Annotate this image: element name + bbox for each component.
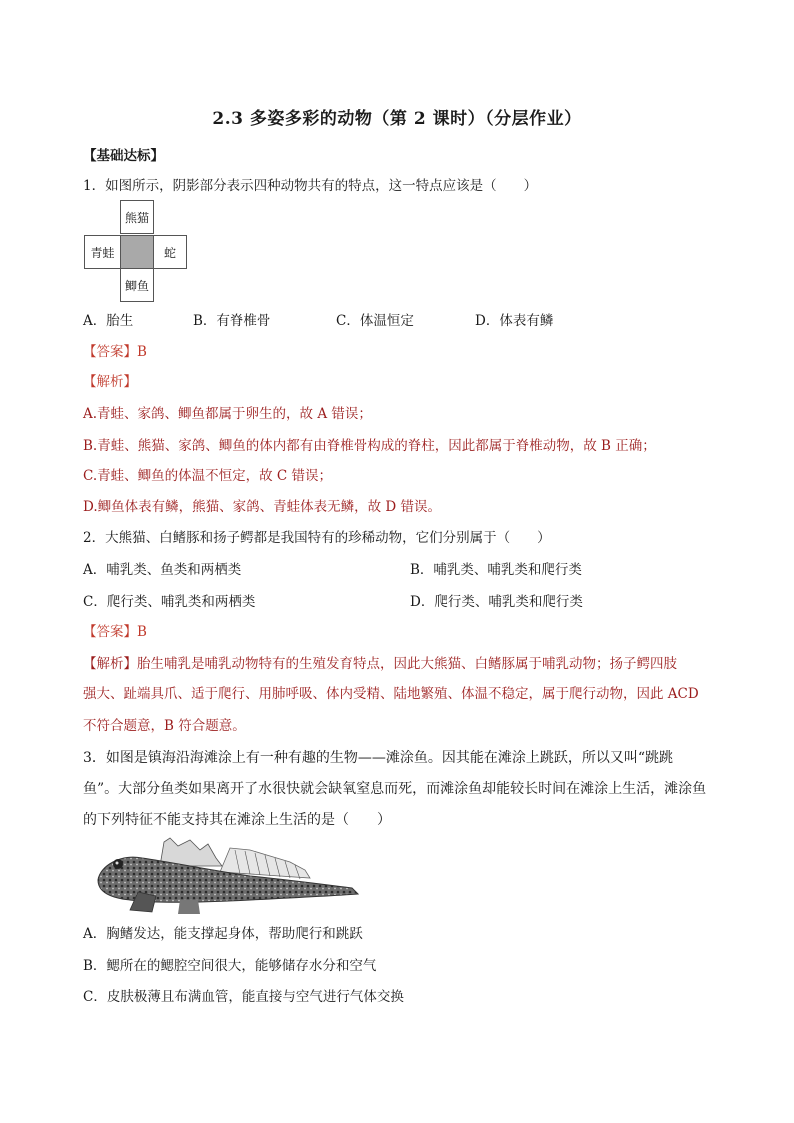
q3-option-a: A．胸鳍发达，能支撑起身体，帮助爬行和跳跃 (83, 926, 363, 942)
q2-option-b: B．哺乳类、哺乳类和爬行类 (410, 562, 582, 578)
diagram-cell-bottom: 鲫鱼 (120, 268, 154, 302)
q2-analysis-line: 【解析】胎生哺乳是哺乳动物特有的生殖发育特点，因此大熊猫、白鳍豚属于哺乳动物；扬子鳄四肢 (83, 656, 677, 672)
q1-analysis-line: D.鲫鱼体表有鳞，熊猫、家鸽、青蛙体表无鳞，故 D 错误。 (83, 499, 442, 515)
q2-option-d: D．爬行类、哺乳类和爬行类 (410, 594, 583, 610)
diagram-cell-right: 蛇 (153, 235, 187, 269)
q1-answer: 【答案】B (83, 344, 147, 360)
diagram-cell-shaded (120, 235, 154, 269)
q2-analysis-line: 不符合题意，B 符合题意。 (83, 718, 246, 734)
q2-option-a: A．哺乳类、鱼类和两栖类 (83, 562, 242, 578)
q2-analysis-line: 强大、趾端具爪、适于爬行、用肺呼吸、体内受精、陆地繁殖、体温不稳定，属于爬行动物，因此 ACD (83, 686, 699, 702)
diagram-cell-left: 青蛙 (84, 235, 121, 269)
q1-option-a: A．胎生 (83, 313, 134, 329)
q3-option-c: C．皮肤极薄且布满血管，能直接与空气进行气体交换 (83, 989, 404, 1005)
diagram-cell-top: 熊猫 (120, 200, 154, 234)
q1-analysis-label: 【解析】 (83, 374, 137, 390)
q1-analysis-line: B.青蛙、熊猫、家鸽、鲫鱼的体内都有由脊椎骨构成的脊柱，因此都属于脊椎动物，故 B 正确； (83, 438, 656, 454)
q1-analysis-line: A.青蛙、家鸽、鲫鱼都属于卵生的，故 A 错误； (83, 406, 372, 422)
q1-option-d: D．体表有鳞 (475, 313, 554, 329)
q2-answer: 【答案】B (83, 624, 147, 640)
q1-option-b: B．有脊椎骨 (193, 313, 271, 329)
mudskipper-image (90, 836, 362, 916)
q1-stem: 1．如图所示，阴影部分表示四种动物共有的特点，这一特点应该是（ ） (83, 178, 538, 194)
q3-option-b: B．鳃所在的鳃腔空间很大，能够储存水分和空气 (83, 958, 377, 974)
q2-option-c: C．爬行类、哺乳类和两栖类 (83, 594, 256, 610)
q3-stem-line: 的下列特征不能支持其在滩涂上生活的是（ ） (83, 812, 391, 828)
q1-analysis-line: C.青蛙、鲫鱼的体温不恒定，故 C 错误； (83, 468, 333, 484)
q3-stem-line: 3．如图是镇海沿海滩涂上有一种有趣的生物——滩涂鱼。因其能在滩涂上跳跃，所以又叫“跳跳 (83, 750, 674, 766)
page-title: 2.3 多姿多彩的动物（第 2 课时）（分层作业） (212, 109, 582, 129)
section-heading: 【基础达标】 (83, 148, 164, 164)
q2-stem: 2．大熊猫、白鳍豚和扬子鳄都是我国特有的珍稀动物，它们分别属于（ ） (83, 530, 551, 546)
q3-stem-line: 鱼”。大部分鱼类如果离开了水很快就会缺氧窒息而死，而滩涂鱼却能较长时间在滩涂上生活，滩涂鱼 (83, 781, 707, 797)
q1-option-c: C．体温恒定 (336, 313, 414, 329)
